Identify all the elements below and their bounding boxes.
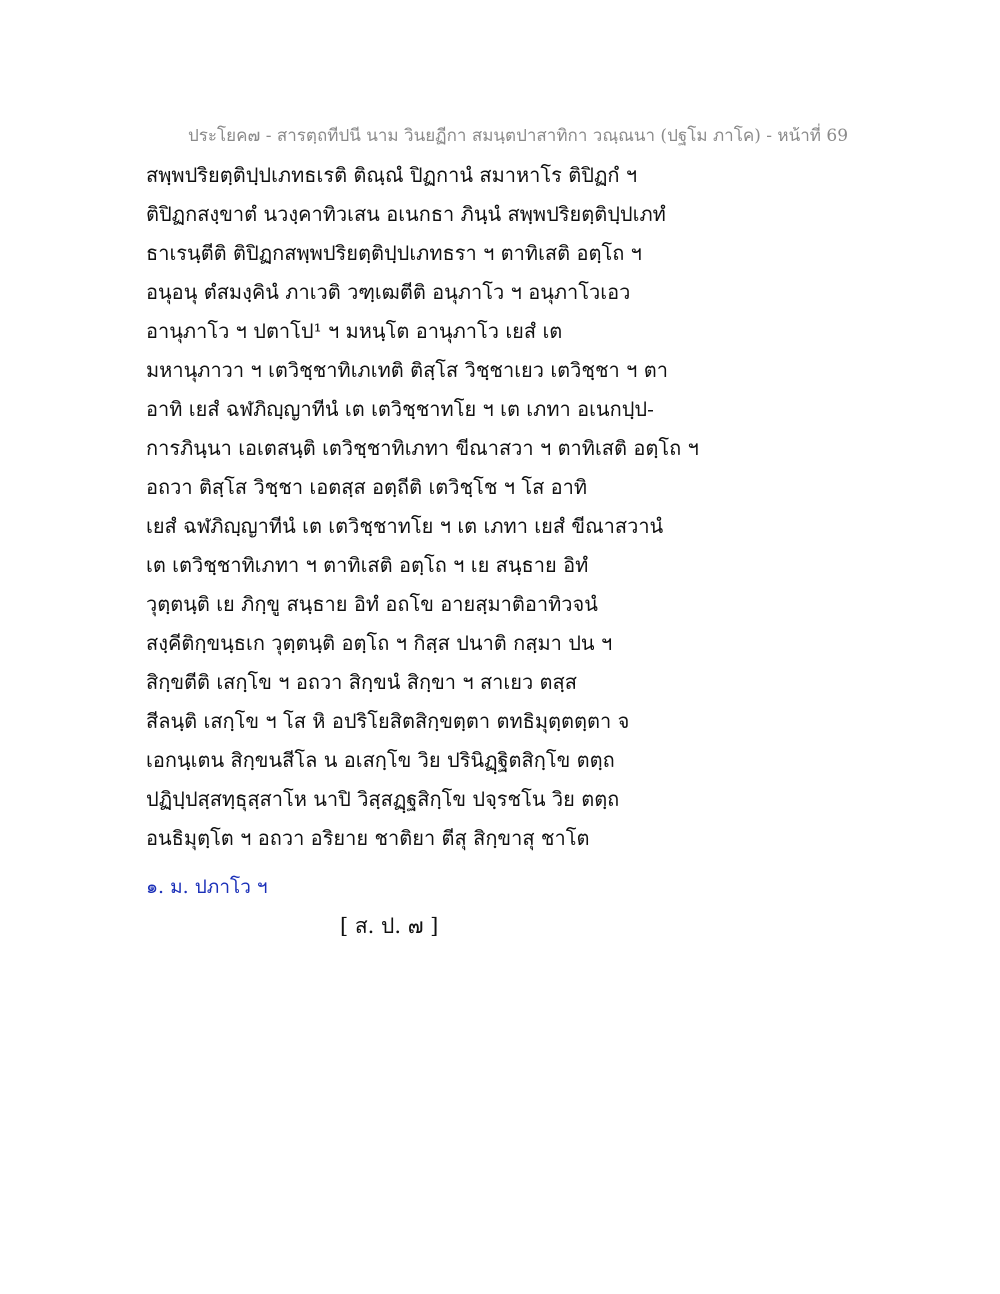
text-line-10: เยสํ ฉฬภิญฺญาทีนํ เต เตวิชฺชาทโย ฯ เต เภทา เยสํ ขีณาสวานํ	[146, 514, 664, 538]
running-header: ประโยค๗ - สารตฺถทีปนี นาม วินยฏีกา สมนฺตปาสาทิกา วณฺณนา (ปฐโม ภาโค) - หน้าที่ 69	[188, 126, 849, 146]
text-line-1: สพฺพปริยตฺติปฺปเภทธเรติ ติณฺณํ ปิฏกานํ สมาหาโร ติปิฏกํ ฯ	[146, 163, 638, 187]
text-line-3: ธาเรนฺตีติ ติปิฏกสพฺพปริยตฺติปฺปเภทธรา ฯ ตาทิเสติ อตฺโถ ฯ	[146, 241, 642, 265]
text-line-13: สงฺคีติกฺขนฺธเก วุตฺตนฺติ อตฺโถ ฯ กิสฺส ปนาติ กสฺมา ปน ฯ	[146, 631, 613, 655]
text-line-6: มหานุภาวา ฯ เตวิชฺชาทิเภเทติ ติสฺโส วิชฺชาเยว เตวิชฺชา ฯ ตา	[146, 358, 668, 382]
footnote: ๑. ม. ปภาโว ฯ	[146, 876, 268, 898]
text-line-17: ปฏิปฺปสฺสทฺธุสฺสาโห นาปิ วิสฺสฏฺฐสิกฺโข ปจฺรชโน วิย ตตฺถ	[146, 787, 620, 811]
text-line-4: อนุอนุ ตํสมงฺคินํ ภาเวติ วฑฺเฒตีติ อนุภาโว ฯ อนุภาโวเอว	[146, 280, 631, 304]
text-line-16: เอกนฺเตน สิกฺขนสีโล น อเสกฺโข วิย ปรินิฏฺฐิตสิกฺโข ตตฺถ	[146, 748, 615, 772]
text-line-11: เต เตวิชฺชาทิเภทา ฯ ตาทิเสติ อตฺโถ ฯ เย สนฺธาย อิทํ	[146, 553, 589, 577]
page-reference: [ ส. ป. ๗ ]	[340, 914, 439, 938]
text-line-2: ติปิฏกสงฺขาตํ นวงฺคาทิวเสน อเนกธา ภินฺนํ สพฺพปริยตฺติปฺปเภทํ	[146, 202, 666, 226]
text-line-14: สิกฺขตีติ เสกฺโข ฯ อถวา สิกฺขนํ สิกฺขา ฯ สาเยว ตสฺส	[146, 670, 577, 694]
text-line-18: อนธิมุตฺโต ฯ อถวา อริยาย ชาติยา ตีสุ สิกฺขาสุ ชาโต	[146, 826, 590, 850]
text-line-8: การภินฺนา เอเตสนฺติ เตวิชฺชาทิเภทา ขีณาสวา ฯ ตาทิเสติ อตฺโถ ฯ	[146, 436, 699, 460]
text-line-15: สีลนฺติ เสกฺโข ฯ โส หิ อปริโยสิตสิกฺขตฺตา ตทธิมุตฺตตฺตา จ	[146, 709, 630, 733]
text-line-5: อานุภาโว ฯ ปตาโป¹ ฯ มหนฺโต อานุภาโว เยสํ เต	[146, 319, 563, 343]
body-text	[146, 156, 699, 858]
text-line-12: วุตฺตนฺติ เย ภิกฺขู สนฺธาย อิทํ อถโข อายสฺมาติอาทิวจนํ	[146, 592, 598, 616]
text-line-9: อถวา ติสฺโส วิชฺชา เอตสฺส อตฺถีติ เตวิชฺโช ฯ โส อาทิ	[146, 475, 588, 499]
text-line-7: อาทิ เยสํ ฉฬภิญฺญาทีนํ เต เตวิชฺชาทโย ฯ เต เภทา อเนกปฺป-	[146, 397, 654, 421]
